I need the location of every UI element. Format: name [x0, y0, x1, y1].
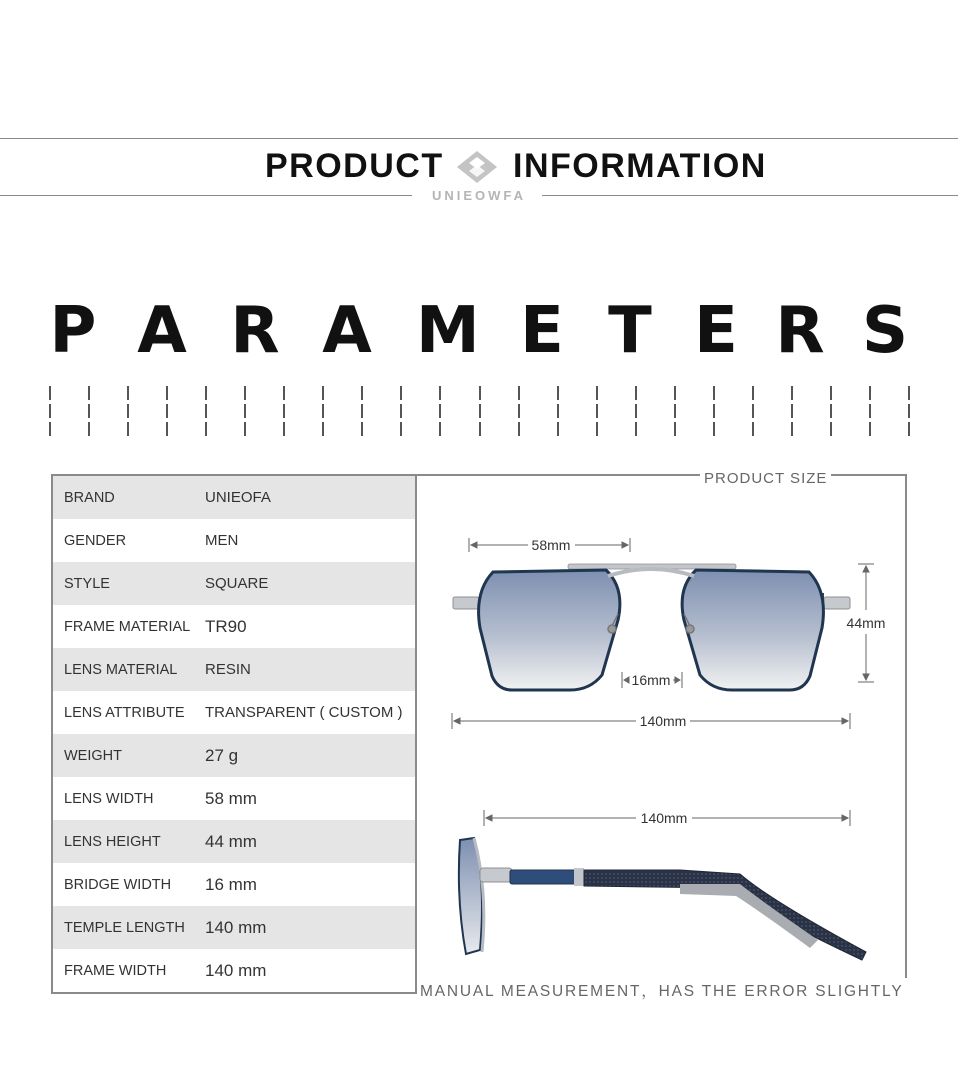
product-size-label: PRODUCT SIZE: [700, 470, 831, 487]
lens-right: [682, 570, 823, 690]
glasses-side-diagram: [440, 800, 900, 970]
parameters-letter: T: [608, 294, 652, 368]
ruler-tick: [88, 404, 90, 418]
table-row: [53, 777, 415, 820]
spec-value: RESIN: [205, 661, 251, 678]
ruler-tick: [205, 386, 207, 400]
ruler-tick: [322, 386, 324, 400]
ruler-tick: [49, 422, 51, 436]
ruler-tick: [166, 404, 168, 418]
spec-value: 16 mm: [205, 874, 257, 894]
ruler-tick: [635, 386, 637, 400]
ruler-tick: [166, 386, 168, 400]
ruler-tick: [713, 386, 715, 400]
header-information: INFORMATION: [513, 147, 767, 185]
spec-key: BRIDGE WIDTH: [64, 876, 172, 893]
brand-subtitle: UNIEOWFA: [418, 188, 540, 203]
table-row: [53, 605, 415, 648]
ruler-tick: [869, 404, 871, 418]
ruler-tick: [283, 386, 285, 400]
spec-key: GENDER: [64, 532, 127, 549]
spec-key: WEIGHT: [64, 747, 122, 764]
ruler-tick: [49, 404, 51, 418]
table-row: [53, 863, 415, 906]
temple-metal-band: [574, 868, 584, 886]
header-line-top: [0, 138, 958, 139]
parameters-letter: E: [694, 294, 738, 368]
spec-key: TEMPLE LENGTH: [64, 919, 185, 936]
ruler-tick: [518, 422, 520, 436]
ruler-tick: [283, 422, 285, 436]
ruler-tick: [635, 404, 637, 418]
parameters-letter: P: [49, 294, 97, 368]
ruler-tick: [713, 422, 715, 436]
ruler-tick: [635, 422, 637, 436]
header-line-bottom-right: [542, 195, 958, 196]
ruler-tick: [400, 422, 402, 436]
temple-length-label: 140mm: [640, 810, 688, 826]
table-row: [53, 734, 415, 777]
ruler-tick: [752, 422, 754, 436]
ruler-tick: [400, 386, 402, 400]
spec-key: STYLE: [64, 575, 110, 592]
header-line-bottom-left: [0, 195, 412, 196]
ruler-tick: [88, 386, 90, 400]
spec-value: TR90: [205, 616, 247, 636]
ruler-tick: [439, 404, 441, 418]
ruler-tick: [361, 386, 363, 400]
ruler-tick: [439, 422, 441, 436]
ruler-tick: [596, 386, 598, 400]
ruler-tick: [869, 422, 871, 436]
temple-metal: [510, 870, 582, 884]
spec-key: FRAME WIDTH: [64, 962, 167, 979]
ruler-tick: [322, 422, 324, 436]
ruler-tick: [791, 404, 793, 418]
table-row: [53, 906, 415, 949]
ruler-tick: [908, 386, 910, 400]
table-row: [53, 691, 415, 734]
ruler-tick: [244, 386, 246, 400]
temple-arm: [584, 870, 866, 960]
ruler-tick: [674, 404, 676, 418]
ruler-tick: [830, 386, 832, 400]
ruler-tick: [205, 404, 207, 418]
spec-value: MEN: [205, 532, 239, 549]
spec-key: LENS ATTRIBUTE: [64, 704, 185, 721]
ruler-tick: [479, 386, 481, 400]
glasses-front-diagram: [440, 530, 900, 740]
header-product: PRODUCT: [265, 147, 444, 185]
ruler-tick: [244, 404, 246, 418]
spec-value: UNIEOFA: [205, 489, 271, 506]
brand-logo-icon: [456, 150, 498, 184]
parameters-letter: A: [137, 294, 187, 368]
spec-key: BRAND: [64, 489, 115, 506]
hinge-right: [824, 597, 850, 609]
ruler-tick: [791, 386, 793, 400]
nose-pads: [608, 614, 694, 633]
bridge-label: 16mm: [631, 672, 671, 688]
table-row: [53, 476, 415, 519]
ruler-tick: [674, 422, 676, 436]
ruler-tick: [908, 404, 910, 418]
spec-key: FRAME MATERIAL: [64, 618, 191, 635]
table-row: [53, 648, 415, 691]
ruler-tick: [205, 422, 207, 436]
ruler-tick: [596, 404, 598, 418]
ruler-tick: [791, 422, 793, 436]
parameters-title: [0, 296, 958, 366]
spec-key: LENS HEIGHT: [64, 833, 161, 850]
spec-value: 140 mm: [205, 917, 267, 937]
ruler-tick: [752, 404, 754, 418]
parameters-letter: R: [230, 294, 280, 368]
spec-table: [51, 474, 417, 994]
spec-value: 140 mm: [205, 960, 267, 980]
ruler-tick: [869, 386, 871, 400]
measurement-footnote: MANUAL MEASUREMENT，HAS THE ERROR SLIGHTLY: [420, 983, 904, 1000]
ruler-tick: [127, 404, 129, 418]
ruler-tick: [518, 386, 520, 400]
ruler-tick: [518, 404, 520, 418]
ruler-tick: [361, 422, 363, 436]
ruler-tick: [322, 404, 324, 418]
ruler-tick: [400, 404, 402, 418]
frame-width-label: 140mm: [639, 713, 687, 729]
ruler-tick: [88, 422, 90, 436]
ruler-tick: [479, 404, 481, 418]
ruler-tick: [830, 422, 832, 436]
ruler-tick: [127, 386, 129, 400]
bridge: [608, 569, 694, 576]
parameters-letter: E: [520, 294, 564, 368]
table-row: [53, 949, 415, 992]
ruler-tick: [127, 422, 129, 436]
spec-key: LENS WIDTH: [64, 790, 154, 807]
ruler-tick: [596, 422, 598, 436]
spec-value: 44 mm: [205, 831, 257, 851]
hinge-left: [453, 597, 479, 609]
ruler-tick: [674, 386, 676, 400]
spec-value: 27 g: [205, 745, 239, 765]
ruler-tick: [557, 386, 559, 400]
ruler-tick: [361, 404, 363, 418]
lens-width-label: 58mm: [531, 537, 571, 553]
lens-left: [479, 570, 620, 690]
lens-height-label: 44mm: [846, 615, 886, 631]
ruler-tick: [830, 404, 832, 418]
parameters-letter: M: [416, 294, 480, 368]
spec-value: 58 mm: [205, 788, 257, 808]
parameters-letter: A: [322, 294, 372, 368]
ruler-tick: [908, 422, 910, 436]
table-row: [53, 519, 415, 562]
ruler-tick: [557, 404, 559, 418]
ruler-ticks: [0, 386, 958, 436]
hinge-side: [480, 868, 512, 882]
table-row: [53, 562, 415, 605]
ruler-tick: [557, 422, 559, 436]
parameters-letter: S: [861, 294, 909, 368]
ruler-tick: [713, 404, 715, 418]
table-row: [53, 820, 415, 863]
parameters-letter: R: [775, 294, 825, 368]
ruler-tick: [49, 386, 51, 400]
ruler-tick: [166, 422, 168, 436]
ruler-tick: [244, 422, 246, 436]
spec-value: SQUARE: [205, 575, 269, 592]
spec-value: TRANSPARENT ( CUSTOM ): [205, 704, 403, 721]
ruler-tick: [283, 404, 285, 418]
ruler-tick: [752, 386, 754, 400]
ruler-tick: [439, 386, 441, 400]
spec-key: LENS MATERIAL: [64, 661, 178, 678]
ruler-tick: [479, 422, 481, 436]
